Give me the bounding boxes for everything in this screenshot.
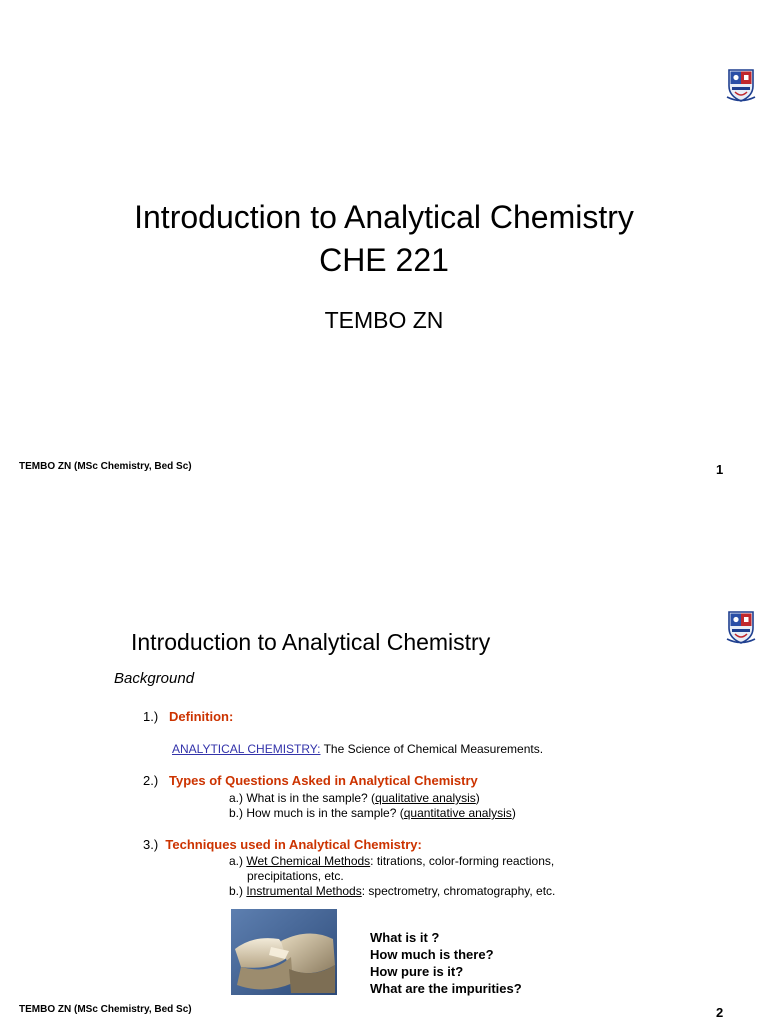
item-2-heading-row [143,773,478,788]
slide-2 [0,512,768,1024]
item-heading: Definition: [169,709,234,724]
list-item-text: a.) What is in the sample? ( [229,791,376,805]
page-number: 2 [716,1005,724,1020]
list-item-text: ) [511,806,516,820]
item-number: 3.) [143,837,159,852]
university-crest-logo [726,608,756,644]
definition-text: The Science of Chemical Measurements. [320,742,544,756]
item-number: 1.) [143,709,159,724]
item-heading: Types of Questions Asked in Analytical Chemistry [169,773,478,788]
list-item-text: b.) How much is in the sample? ( [229,806,404,820]
list-item-text: a.) [229,854,247,868]
list-item-text: ) [475,791,480,805]
university-crest-logo [726,66,756,102]
slide-title [0,196,768,282]
list-item-text: : spectrometry, chromatography, etc. [361,884,556,898]
section-heading: Background [114,670,195,687]
item-3-heading-row [143,837,422,852]
definition-term-link[interactable]: ANALYTICAL CHEMISTRY: [172,742,321,756]
list-item [229,791,480,805]
list-item-text: : titrations, color-forming reactions, [370,854,555,868]
definition-row [172,742,543,756]
list-item [229,806,516,820]
slide-title-line-1: Introduction to Analytical Chemistry [134,199,634,235]
question-4: What are the impurities? [370,981,522,996]
item-heading: Techniques used in Analytical Chemistry: [165,837,422,852]
list-item-term: qualitative analysis [375,791,476,805]
question-3: How pure is it? [370,964,464,979]
question-2: How much is there? [370,947,494,962]
list-item-continuation: precipitations, etc. [247,869,344,883]
slide-title: Introduction to Analytical Chemistry [131,629,491,655]
list-item [229,854,554,868]
question-1: What is it ? [370,930,440,945]
sample-photo [231,909,337,995]
page-number: 1 [716,462,724,477]
item-1-heading-row [143,709,233,724]
list-item-term: quantitative analysis [403,806,512,820]
slide-title-line-2: CHE 221 [319,242,449,278]
slide-footer: TEMBO ZN (MSc Chemistry, Bed Sc) [19,1004,192,1015]
item-number: 2.) [143,773,159,788]
mineral-sample-image [231,909,337,995]
list-item [229,884,555,898]
author-name: TEMBO ZN [324,307,444,333]
list-item-term: Instrumental Methods [246,884,362,898]
list-item-text: b.) [229,884,247,898]
list-item-term: Wet Chemical Methods [246,854,371,868]
slide-footer: TEMBO ZN (MSc Chemistry, Bed Sc) [19,461,192,472]
